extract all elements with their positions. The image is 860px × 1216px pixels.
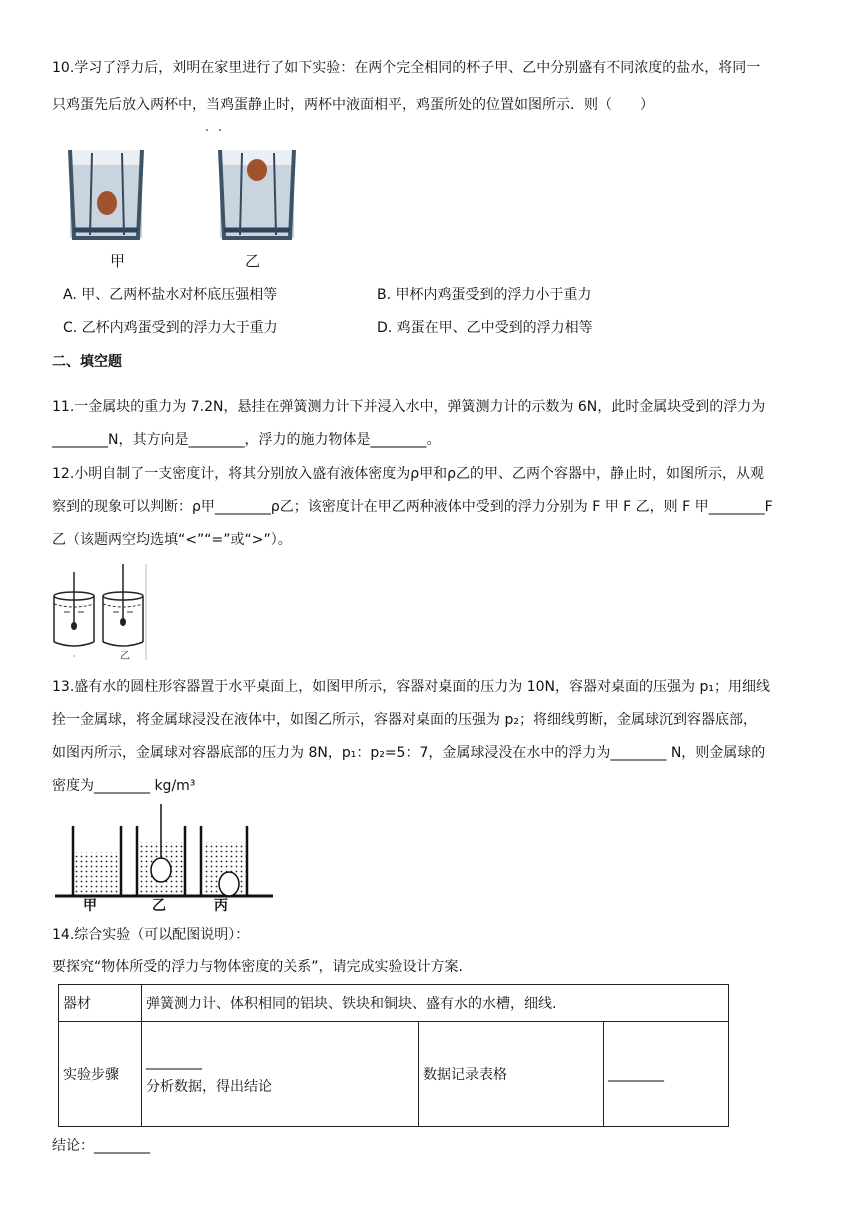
- dot: [206, 129, 208, 131]
- q11-line1: 11.一金属块的重力为 7.2N，悬挂在弹簧测力计下并浸入水中，弹簧测力计的示数为 6N，此时金属块受到的浮力为: [52, 399, 766, 415]
- egg-yi: [247, 159, 267, 181]
- steps-label: 实验步骤: [59, 1022, 142, 1127]
- experiment-plan-table: [58, 984, 729, 1127]
- q12-line1: 12.小明自制了一支密度计，将其分别放入盛有液体密度为ρ甲和ρ乙的甲、乙两个容器中，静止时，如图所示，从观: [52, 466, 765, 482]
- record-label: 数据记录表格: [419, 1022, 604, 1127]
- glass-jia: [70, 150, 142, 238]
- section-heading: 二、填空题: [52, 354, 122, 370]
- q13-fig-label-yi: 乙: [152, 898, 166, 914]
- cylinder-jia: [54, 572, 94, 646]
- table-row: [59, 1022, 729, 1127]
- q13-fig-label-bing: 丙: [214, 898, 228, 914]
- svg-text:乙: 乙: [120, 651, 130, 662]
- q13-fig-label-jia: 甲: [83, 898, 97, 914]
- record-blank: ________: [604, 1022, 729, 1127]
- svg-text:·: ·: [73, 652, 76, 661]
- container-bing: [201, 826, 247, 896]
- cylinder-yi: [103, 564, 143, 646]
- q13-line2: 拴一金属球，将金属球浸没在液体中，如图乙所示，容器对桌面的压强为 p₂；将细线剪断，金属球沉到容器底部，: [52, 712, 757, 728]
- table-row: [59, 985, 729, 1022]
- q10-figure: [62, 125, 307, 245]
- container-jia: [73, 826, 121, 896]
- equipment-text: 弹簧测力计、体积相同的铝块、铁块和铜块、盛有水的水槽，细线.: [142, 985, 729, 1022]
- q13-line3: 如图丙所示，金属球对容器底部的压力为 8N，p₁：p₂=5：7，金属球浸没在水中的浮力为________ N，则金属球的: [52, 745, 766, 761]
- q10-option-d: D. 鸡蛋在甲、乙中受到的浮力相等: [377, 320, 593, 336]
- steps-end: 分析数据，得出结论: [146, 1079, 272, 1095]
- q14-line2: 要探究“物体所受的浮力与物体密度的关系”，请完成实验设计方案.: [52, 959, 463, 975]
- steps-cell: [142, 1022, 419, 1127]
- q11-line2: ________N，其方向是________，浮力的施力物体是________。: [52, 432, 441, 448]
- q10-fig-label-yi: 乙: [245, 252, 261, 270]
- q12-line2: 察到的现象可以判断：ρ甲________ρ乙；该密度计在甲乙两种液体中受到的浮力分别为 F 甲 F 乙，则 F 甲________F: [52, 499, 773, 515]
- q10-option-b: B. 甲杯内鸡蛋受到的浮力小于重力: [377, 287, 592, 303]
- equipment-label: 器材: [59, 985, 142, 1022]
- q10-fig-label-jia: 甲: [110, 252, 126, 270]
- q14-line1: 14.综合实验（可以配图说明）：: [52, 927, 250, 943]
- q10-line1: 10.学习了浮力后，刘明在家里进行了如下实验：在两个完全相同的杯子甲、乙中分别盛有不同浓度的盐水，将同一: [52, 60, 761, 76]
- q10-option-c: C. 乙杯内鸡蛋受到的浮力大于重力: [63, 320, 278, 336]
- q13-line1: 13.盛有水的圆柱形容器置于水平桌面上，如图甲所示，容器对桌面的压力为 10N，容器对桌面的压强为 p₁；用细线: [52, 679, 770, 695]
- metal-ball-bing: [219, 872, 239, 896]
- steps-blank: ________: [146, 1054, 202, 1070]
- glass-yi: [220, 150, 294, 238]
- dot: [219, 129, 221, 131]
- q12-line3: 乙（该题两空均选填“<”“=”或“>”）。: [52, 532, 292, 548]
- q13-line4: 密度为________ kg/m³: [52, 778, 196, 794]
- q13-figure: [55, 800, 275, 910]
- q10-line2: 只鸡蛋先后放入两杯中，当鸡蛋静止时，两杯中液面相平，鸡蛋所处的位置如图所示．则（ ）: [52, 97, 654, 113]
- q10-option-a: A. 甲、乙两杯盐水对杯底压强相等: [63, 287, 278, 303]
- q12-figure: [50, 562, 150, 662]
- metal-ball-yi: [151, 858, 171, 882]
- container-yi: [137, 804, 185, 896]
- q14-conclusion: 结论：________: [52, 1138, 150, 1154]
- egg-jia: [97, 191, 117, 215]
